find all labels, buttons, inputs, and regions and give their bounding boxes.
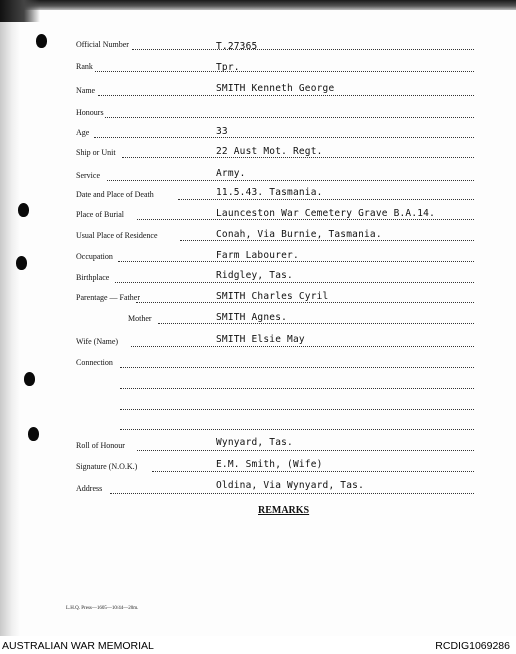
field-line-usual-place-of-residence — [180, 240, 474, 241]
printer-note: L.H.Q. Press—1605—10/44—20m. — [66, 606, 139, 611]
field-label-age: Age — [76, 128, 90, 137]
archive-footer — [0, 636, 516, 654]
field-label-parentage-father: Parentage — Father — [76, 293, 140, 302]
field-line-date-and-place-of-death — [178, 199, 474, 200]
field-line-signature-n-o-k — [152, 471, 474, 472]
field-label-rank: Rank — [76, 62, 93, 71]
field-value-occupation: Farm Labourer. — [216, 250, 299, 261]
field-value-roll-of-honour: Wynyard, Tas. — [216, 437, 293, 448]
field-value-rank: Tpr. — [216, 62, 240, 73]
footer-institution: AUSTRALIAN WAR MEMORIAL — [2, 640, 154, 652]
field-value-wife-name: SMITH Elsie May — [216, 334, 305, 345]
remarks-heading: REMARKS — [258, 505, 310, 516]
punch-hole-icon — [24, 372, 35, 386]
connection-line-3 — [120, 409, 474, 410]
field-label-wife-name: Wife (Name) — [76, 337, 119, 346]
connection-line-4 — [120, 429, 474, 430]
punch-hole-icon — [18, 203, 29, 217]
field-label-name: Name — [76, 86, 96, 95]
field-label-roll-of-honour: Roll of Honour — [76, 441, 125, 450]
field-label-signature-n-o-k: Signature (N.O.K.) — [76, 462, 138, 471]
punch-hole-icon — [36, 34, 47, 48]
field-value-address: Oldina, Via Wynyard, Tas. — [216, 480, 364, 491]
field-line-honours — [105, 117, 474, 118]
field-line-rank — [95, 71, 474, 72]
field-line-address — [110, 493, 474, 494]
field-line-place-of-burial — [137, 219, 474, 220]
field-line-connection — [120, 367, 474, 368]
field-value-birthplace: Ridgley, Tas. — [216, 270, 293, 281]
field-label-date-and-place-of-death: Date and Place of Death — [76, 190, 154, 199]
field-line-name — [98, 95, 474, 96]
connection-line-2 — [120, 388, 474, 389]
field-label-connection: Connection — [76, 358, 113, 367]
field-line-official-number — [132, 49, 474, 50]
field-value-date-and-place-of-death: 11.5.43. Tasmania. — [216, 187, 323, 198]
field-label-place-of-burial: Place of Burial — [76, 210, 124, 219]
binder-edge — [0, 0, 20, 636]
field-label-honours: Honours — [76, 108, 104, 117]
field-value-mother: SMITH Agnes. — [216, 312, 288, 323]
field-label-usual-place-of-residence: Usual Place of Residence — [76, 231, 158, 240]
field-line-service — [107, 180, 474, 181]
field-value-place-of-burial: Launceston War Cemetery Grave B.A.14. — [216, 208, 436, 219]
punch-hole-icon — [28, 427, 39, 441]
scan-top-edge — [0, 0, 516, 10]
field-line-occupation — [118, 261, 474, 262]
field-value-usual-place-of-residence: Conah, Via Burnie, Tasmania. — [216, 229, 382, 240]
field-value-name: SMITH Kenneth George — [216, 83, 335, 94]
field-label-occupation: Occupation — [76, 252, 113, 261]
field-line-ship-or-unit — [122, 157, 474, 158]
field-label-official-number: Official Number — [76, 40, 129, 49]
footer-record-id: RCDIG1069286 — [435, 640, 510, 652]
field-label-mother: Mother — [128, 314, 152, 323]
field-value-official-number: T.27365 — [216, 41, 258, 52]
scan-corner-shadow — [0, 0, 40, 22]
field-line-birthplace — [115, 282, 474, 283]
field-line-wife-name — [131, 346, 474, 347]
field-value-service: Army. — [216, 168, 246, 179]
field-value-signature-n-o-k: E.M. Smith, (Wife) — [216, 459, 323, 470]
field-value-ship-or-unit: 22 Aust Mot. Regt. — [216, 146, 323, 157]
field-line-mother — [158, 323, 474, 324]
field-value-parentage-father: SMITH Charles Cyril — [216, 291, 329, 302]
field-label-service: Service — [76, 171, 100, 180]
field-label-ship-or-unit: Ship or Unit — [76, 148, 116, 157]
field-label-address: Address — [76, 484, 103, 493]
field-label-birthplace: Birthplace — [76, 273, 110, 282]
field-line-parentage-father — [136, 302, 474, 303]
field-line-age — [94, 137, 474, 138]
field-line-roll-of-honour — [137, 450, 474, 451]
field-value-age: 33 — [216, 126, 228, 137]
punch-hole-icon — [16, 256, 27, 270]
